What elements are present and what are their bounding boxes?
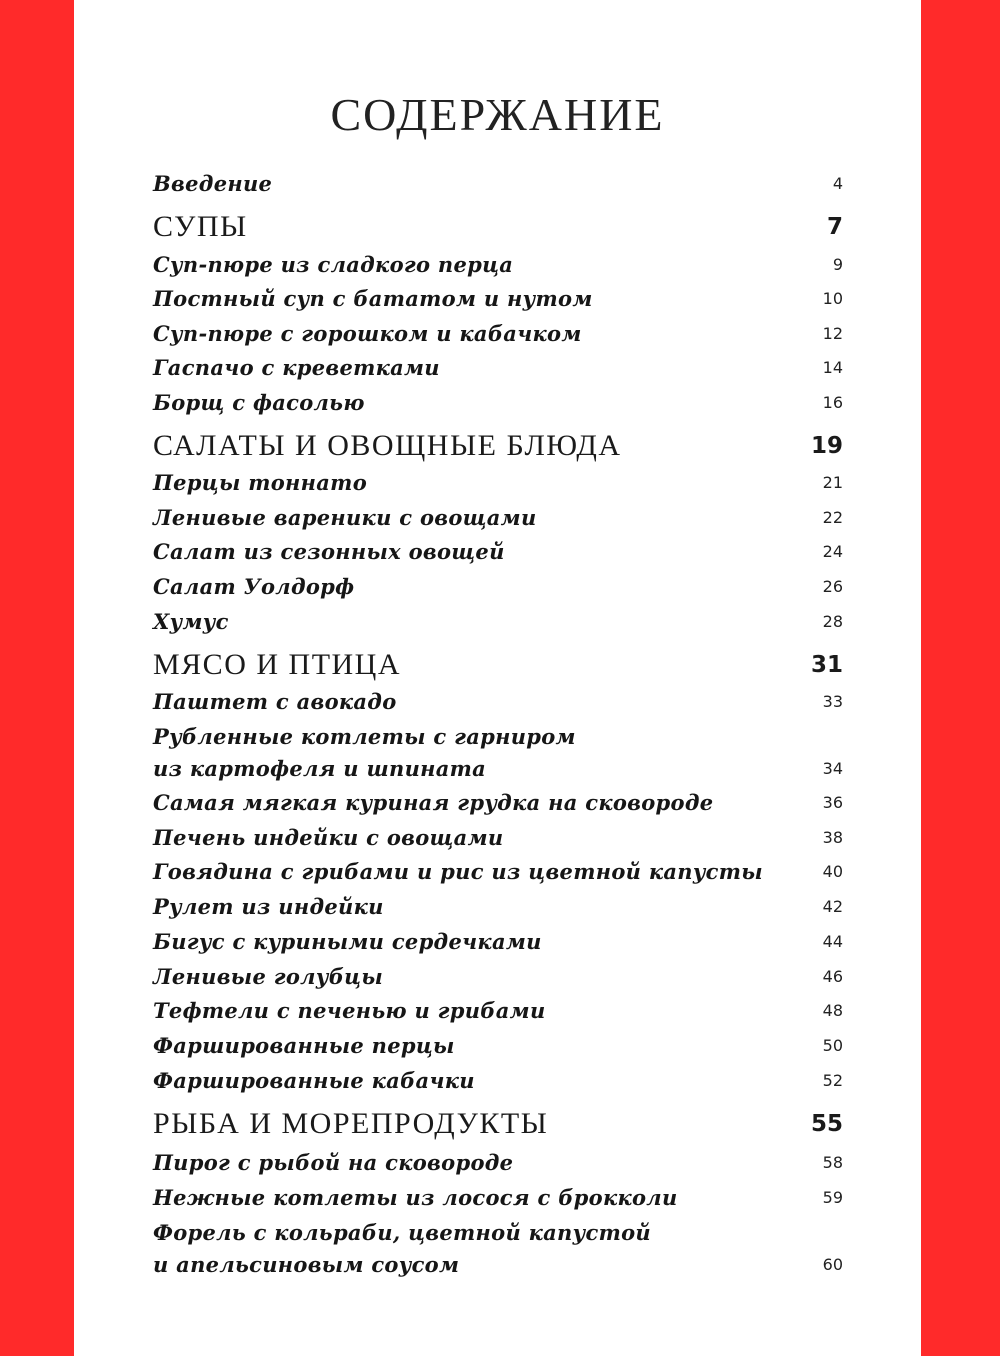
toc-entry <box>153 993 843 1027</box>
page-number: 14 <box>822 357 843 377</box>
toc-entry <box>153 820 843 854</box>
entry-title: Перцы тоннато <box>153 469 368 495</box>
toc-entry <box>153 1180 843 1214</box>
entry-title: Бигус с куриными сердечками <box>153 928 542 954</box>
entry-title: Гаспачо с креветками <box>153 354 440 380</box>
entry-title: Суп-пюре из сладкого перца <box>153 251 514 277</box>
section-title: САЛАТЫ И ОВОЩНЫЕ БЛЮДА <box>153 429 622 462</box>
section-title: МЯСО И ПТИЦА <box>153 648 402 681</box>
page-number: 40 <box>822 861 843 881</box>
entry-title: Суп-пюре с горошком и кабачком <box>153 320 582 346</box>
page-number: 33 <box>822 691 843 711</box>
section-title: РЫБА И МОРЕПРОДУКТЫ <box>153 1107 549 1140</box>
section-heading <box>153 648 843 682</box>
page-number: 46 <box>822 966 843 986</box>
entry-title: Борщ с фасолью <box>153 389 365 415</box>
entry-title: Тефтели с печенью и грибами <box>153 997 546 1023</box>
page-number: 10 <box>822 288 843 308</box>
page-number: 28 <box>822 611 843 631</box>
entry-title: Нежные котлеты из лосося с брокколи <box>153 1184 678 1210</box>
page-number: 21 <box>822 472 843 492</box>
page-number: 34 <box>822 758 843 778</box>
page-number: 42 <box>822 896 843 916</box>
section-heading <box>153 210 843 244</box>
entry-title: Салат из сезонных овощей <box>153 538 505 564</box>
entry-title: Самая мягкая куриная грудка на сковороде <box>153 789 714 815</box>
page-number: 26 <box>822 576 843 596</box>
entry-title: Пирог с рыбой на сковороде <box>153 1149 514 1175</box>
toc-entry <box>153 959 843 993</box>
toc-entry <box>153 684 843 718</box>
entry-title: Фаршированные кабачки <box>153 1067 475 1093</box>
page-number: 36 <box>822 792 843 812</box>
entry-title: Постный суп с бататом и нутом <box>153 285 593 311</box>
entry-title: Рулет из индейки <box>153 893 384 919</box>
page-number: 9 <box>832 254 843 274</box>
entry-title: Говядина с грибами и рис из цветной капусты <box>153 858 763 884</box>
page-number: 4 <box>832 173 843 193</box>
toc-entry <box>153 751 843 785</box>
page-number: 55 <box>810 1111 843 1137</box>
page-number: 12 <box>822 323 843 343</box>
entry-title: Форель с кольраби, цветной капустой <box>153 1219 651 1245</box>
section-heading <box>153 1107 843 1141</box>
page-number: 50 <box>822 1035 843 1055</box>
page-number: 22 <box>822 507 843 527</box>
entry-title-continued: и апельсиновым соусом <box>153 1251 460 1277</box>
book-page <box>74 0 921 1356</box>
page-title: СОДЕРЖАНИЕ <box>330 89 665 140</box>
section-title: СУПЫ <box>153 210 248 243</box>
toc-entry <box>153 500 843 534</box>
page-number: 7 <box>826 214 843 240</box>
toc-entry <box>153 889 843 923</box>
toc-entry <box>153 924 843 958</box>
entry-title: Ленивые вареники с овощами <box>153 504 537 530</box>
toc-entry <box>153 316 843 350</box>
page-number: 19 <box>810 433 843 459</box>
page-number: 52 <box>822 1070 843 1090</box>
toc-entry <box>153 1215 843 1249</box>
page-number: 60 <box>822 1254 843 1274</box>
section-heading <box>153 429 843 463</box>
entry-title-continued: из картофеля и шпината <box>153 755 487 781</box>
toc-entry <box>153 1247 843 1281</box>
toc-entry <box>153 1145 843 1179</box>
toc-entry <box>153 534 843 568</box>
page-number: 48 <box>822 1000 843 1020</box>
toc-entry <box>153 247 843 281</box>
entry-title: Салат Уолдорф <box>153 573 355 599</box>
toc-entry <box>153 465 843 499</box>
toc-entry <box>153 604 843 638</box>
page-number: 59 <box>822 1187 843 1207</box>
toc-entry <box>153 719 843 753</box>
toc-entry <box>153 785 843 819</box>
page-number: 24 <box>822 541 843 561</box>
toc-entry <box>153 350 843 384</box>
toc-entry <box>153 569 843 603</box>
page-number: 31 <box>810 652 843 678</box>
entry-title: Фаршированные перцы <box>153 1032 455 1058</box>
page-number: 38 <box>822 827 843 847</box>
entry-title: Печень индейки с овощами <box>153 824 504 850</box>
entry-title: Ленивые голубцы <box>153 963 383 989</box>
toc-entry <box>153 854 843 888</box>
toc-entry <box>153 281 843 315</box>
page-number: 44 <box>822 931 843 951</box>
page-number: 16 <box>822 392 843 412</box>
entry-title: Введение <box>153 170 273 196</box>
toc-entry <box>153 1063 843 1097</box>
toc-entry <box>153 166 843 200</box>
page-number: 58 <box>822 1152 843 1172</box>
entry-title: Рубленные котлеты с гарниром <box>153 723 576 749</box>
entry-title: Паштет с авокадо <box>153 688 397 714</box>
toc-entry <box>153 1028 843 1062</box>
entry-title: Хумус <box>153 608 229 634</box>
toc-entry <box>153 385 843 419</box>
